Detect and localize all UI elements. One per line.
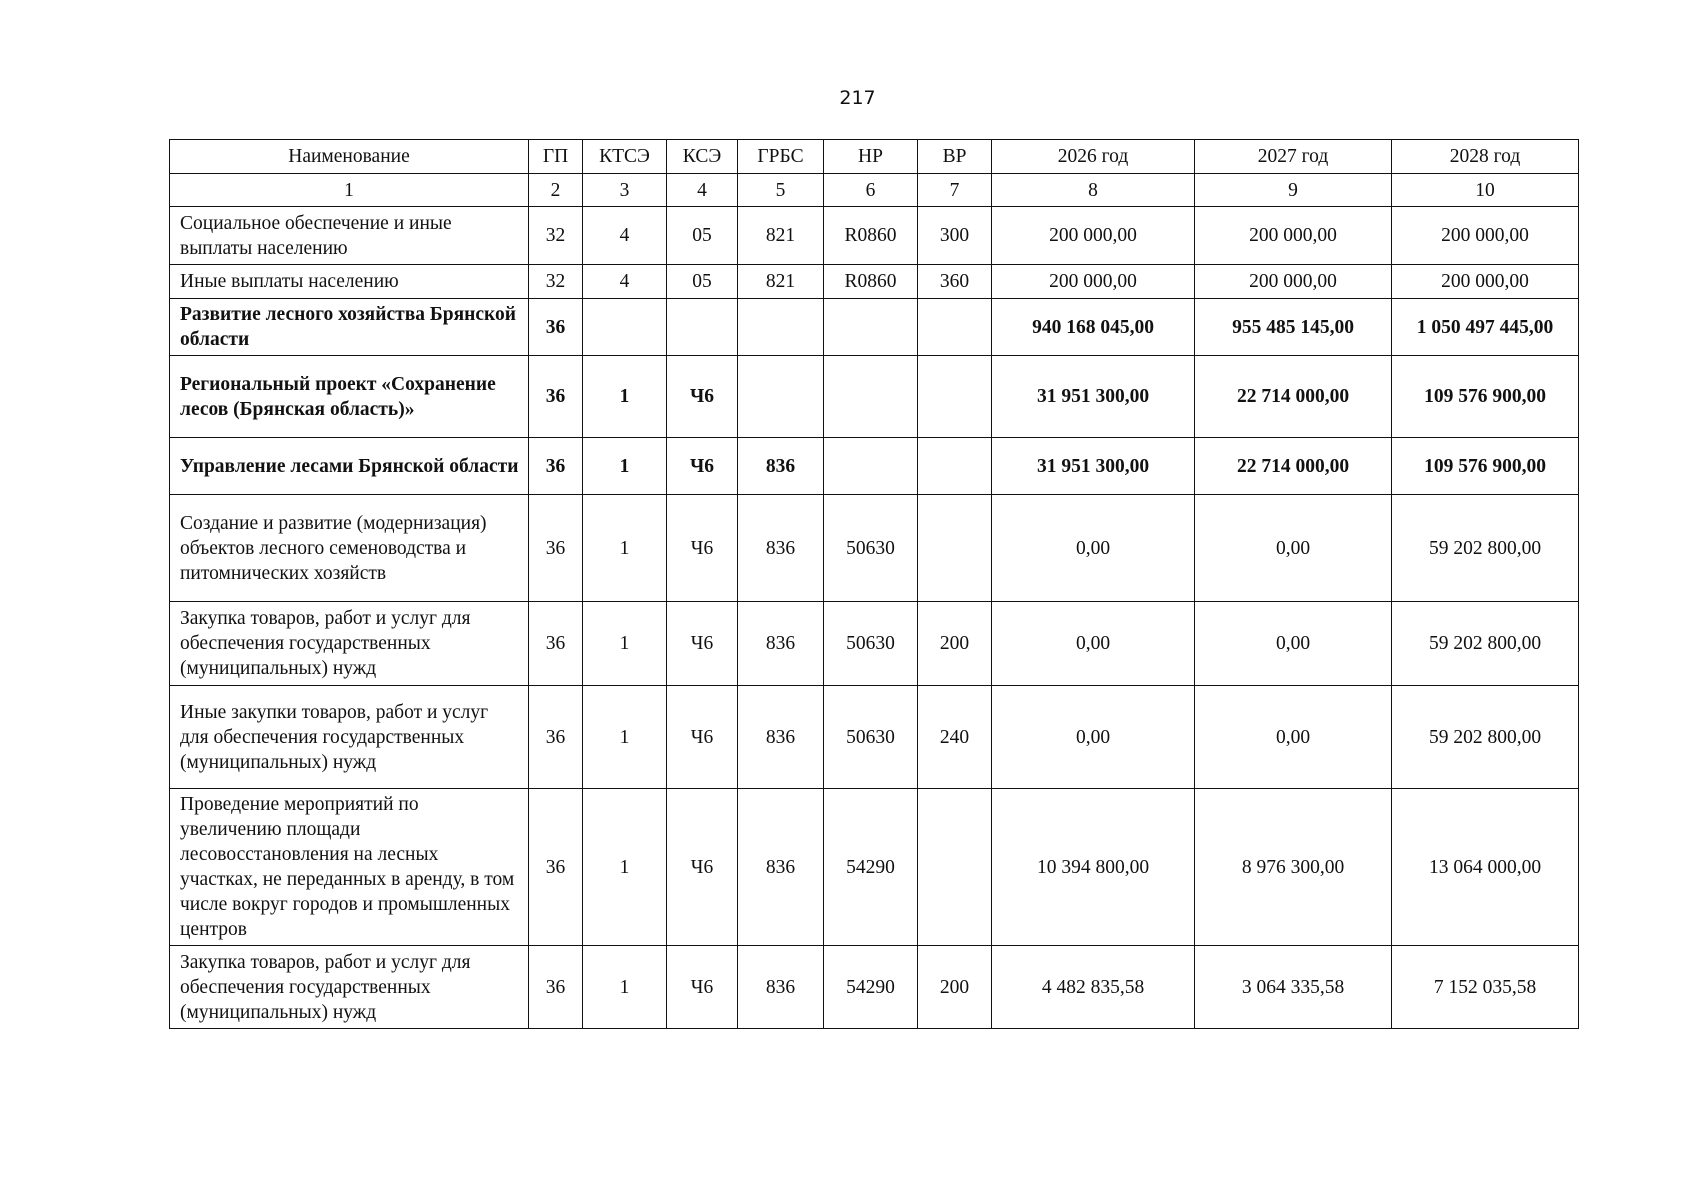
cell-vr: 300 [918, 207, 992, 265]
cell-kse: Ч6 [667, 438, 738, 495]
cell-kse: Ч6 [667, 686, 738, 789]
cell-gp: 36 [529, 946, 583, 1029]
cell-name: Социальное обеспечение и иные выплаты населению [170, 207, 529, 265]
cell-nr [824, 356, 918, 438]
cell-gp: 36 [529, 686, 583, 789]
cell-2027: 0,00 [1195, 495, 1392, 602]
table-row [170, 207, 1579, 265]
cell-kse: Ч6 [667, 495, 738, 602]
cell-ktse: 1 [583, 946, 667, 1029]
cell-2026: 200 000,00 [992, 207, 1195, 265]
cell-gp: 36 [529, 495, 583, 602]
cell-nr: 54290 [824, 789, 918, 946]
cell-nr: 54290 [824, 946, 918, 1029]
cell-2026: 940 168 045,00 [992, 299, 1195, 356]
cell-gp: 32 [529, 265, 583, 299]
header-nr: НР [824, 140, 918, 174]
cell-vr [918, 789, 992, 946]
cell-2026: 0,00 [992, 495, 1195, 602]
cell-2027: 22 714 000,00 [1195, 438, 1392, 495]
cell-ktse [583, 299, 667, 356]
cell-2028: 59 202 800,00 [1392, 495, 1579, 602]
column-number: 6 [824, 174, 918, 207]
cell-nr [824, 299, 918, 356]
cell-grbs: 821 [738, 265, 824, 299]
column-number: 2 [529, 174, 583, 207]
cell-ktse: 4 [583, 207, 667, 265]
cell-2028: 200 000,00 [1392, 207, 1579, 265]
cell-grbs: 836 [738, 438, 824, 495]
column-number: 5 [738, 174, 824, 207]
cell-2026: 0,00 [992, 602, 1195, 686]
cell-name: Создание и развитие (модернизация) объектов лесного семеноводства и питомнических хозяйств [170, 495, 529, 602]
cell-name: Иные закупки товаров, работ и услуг для обеспечения государственных (муниципальных) нужд [170, 686, 529, 789]
cell-grbs: 836 [738, 495, 824, 602]
cell-name: Управление лесами Брянской области [170, 438, 529, 495]
cell-ktse: 1 [583, 438, 667, 495]
table-row [170, 789, 1579, 946]
cell-2027: 3 064 335,58 [1195, 946, 1392, 1029]
cell-gp: 36 [529, 299, 583, 356]
header-2027: 2027 год [1195, 140, 1392, 174]
cell-gp: 32 [529, 207, 583, 265]
header-grbs: ГРБС [738, 140, 824, 174]
cell-vr [918, 438, 992, 495]
cell-ktse: 4 [583, 265, 667, 299]
table-row [170, 299, 1579, 356]
cell-grbs: 821 [738, 207, 824, 265]
header-2026: 2026 год [992, 140, 1195, 174]
cell-ktse: 1 [583, 686, 667, 789]
column-number: 4 [667, 174, 738, 207]
cell-grbs: 836 [738, 946, 824, 1029]
cell-kse: Ч6 [667, 946, 738, 1029]
column-number: 8 [992, 174, 1195, 207]
cell-grbs [738, 299, 824, 356]
cell-name: Развитие лесного хозяйства Брянской области [170, 299, 529, 356]
table-row [170, 356, 1579, 438]
cell-grbs: 836 [738, 686, 824, 789]
cell-name: Иные выплаты населению [170, 265, 529, 299]
cell-kse [667, 299, 738, 356]
table-row [170, 265, 1579, 299]
budget-table [169, 139, 1579, 1029]
cell-gp: 36 [529, 438, 583, 495]
cell-2028: 7 152 035,58 [1392, 946, 1579, 1029]
cell-grbs: 836 [738, 602, 824, 686]
cell-ktse: 1 [583, 495, 667, 602]
cell-2027: 0,00 [1195, 686, 1392, 789]
cell-grbs: 836 [738, 789, 824, 946]
page-number: 217 [839, 87, 876, 109]
cell-vr: 200 [918, 602, 992, 686]
cell-kse: Ч6 [667, 602, 738, 686]
cell-vr: 360 [918, 265, 992, 299]
cell-name: Проведение мероприятий по увеличению площади лесовосстановления на лесных участках, не переданных в аренду, в том числе вокруг городов и промышленных центров [170, 789, 529, 946]
cell-vr: 200 [918, 946, 992, 1029]
header-vr: ВР [918, 140, 992, 174]
cell-gp: 36 [529, 602, 583, 686]
header-ktse: КТСЭ [583, 140, 667, 174]
cell-gp: 36 [529, 356, 583, 438]
table-row [170, 686, 1579, 789]
column-number: 10 [1392, 174, 1579, 207]
column-number: 1 [170, 174, 529, 207]
cell-grbs [738, 356, 824, 438]
header-kse: КСЭ [667, 140, 738, 174]
cell-vr [918, 495, 992, 602]
cell-nr [824, 438, 918, 495]
cell-2028: 13 064 000,00 [1392, 789, 1579, 946]
column-number: 7 [918, 174, 992, 207]
header-2028: 2028 год [1392, 140, 1579, 174]
cell-name: Закупка товаров, работ и услуг для обеспечения государственных (муниципальных) нужд [170, 602, 529, 686]
cell-2028: 200 000,00 [1392, 265, 1579, 299]
cell-2028: 109 576 900,00 [1392, 356, 1579, 438]
cell-2026: 31 951 300,00 [992, 356, 1195, 438]
cell-2027: 200 000,00 [1195, 207, 1392, 265]
cell-2028: 1 050 497 445,00 [1392, 299, 1579, 356]
table-row [170, 946, 1579, 1029]
cell-nr: 50630 [824, 686, 918, 789]
cell-2028: 109 576 900,00 [1392, 438, 1579, 495]
cell-name: Региональный проект «Сохранение лесов (Брянская область)» [170, 356, 529, 438]
column-number: 9 [1195, 174, 1392, 207]
cell-name: Закупка товаров, работ и услуг для обеспечения государственных (муниципальных) нужд [170, 946, 529, 1029]
cell-2026: 31 951 300,00 [992, 438, 1195, 495]
column-number: 3 [583, 174, 667, 207]
table-row [170, 438, 1579, 495]
cell-nr: R0860 [824, 207, 918, 265]
cell-kse: 05 [667, 207, 738, 265]
header-gp: ГП [529, 140, 583, 174]
header-row [170, 140, 1579, 174]
cell-nr: R0860 [824, 265, 918, 299]
cell-2026: 0,00 [992, 686, 1195, 789]
cell-kse: Ч6 [667, 356, 738, 438]
cell-kse: Ч6 [667, 789, 738, 946]
cell-2027: 0,00 [1195, 602, 1392, 686]
cell-2027: 8 976 300,00 [1195, 789, 1392, 946]
cell-2026: 200 000,00 [992, 265, 1195, 299]
table-row [170, 602, 1579, 686]
cell-2027: 200 000,00 [1195, 265, 1392, 299]
header-name: Наименование [170, 140, 529, 174]
cell-2028: 59 202 800,00 [1392, 686, 1579, 789]
cell-2027: 22 714 000,00 [1195, 356, 1392, 438]
cell-2028: 59 202 800,00 [1392, 602, 1579, 686]
cell-2026: 4 482 835,58 [992, 946, 1195, 1029]
cell-ktse: 1 [583, 356, 667, 438]
cell-ktse: 1 [583, 602, 667, 686]
table-body [170, 207, 1579, 1029]
cell-vr: 240 [918, 686, 992, 789]
cell-2026: 10 394 800,00 [992, 789, 1195, 946]
cell-kse: 05 [667, 265, 738, 299]
cell-nr: 50630 [824, 602, 918, 686]
table-row [170, 495, 1579, 602]
cell-vr [918, 356, 992, 438]
cell-2027: 955 485 145,00 [1195, 299, 1392, 356]
cell-ktse: 1 [583, 789, 667, 946]
cell-nr: 50630 [824, 495, 918, 602]
cell-vr [918, 299, 992, 356]
column-number-row [170, 174, 1579, 207]
cell-gp: 36 [529, 789, 583, 946]
